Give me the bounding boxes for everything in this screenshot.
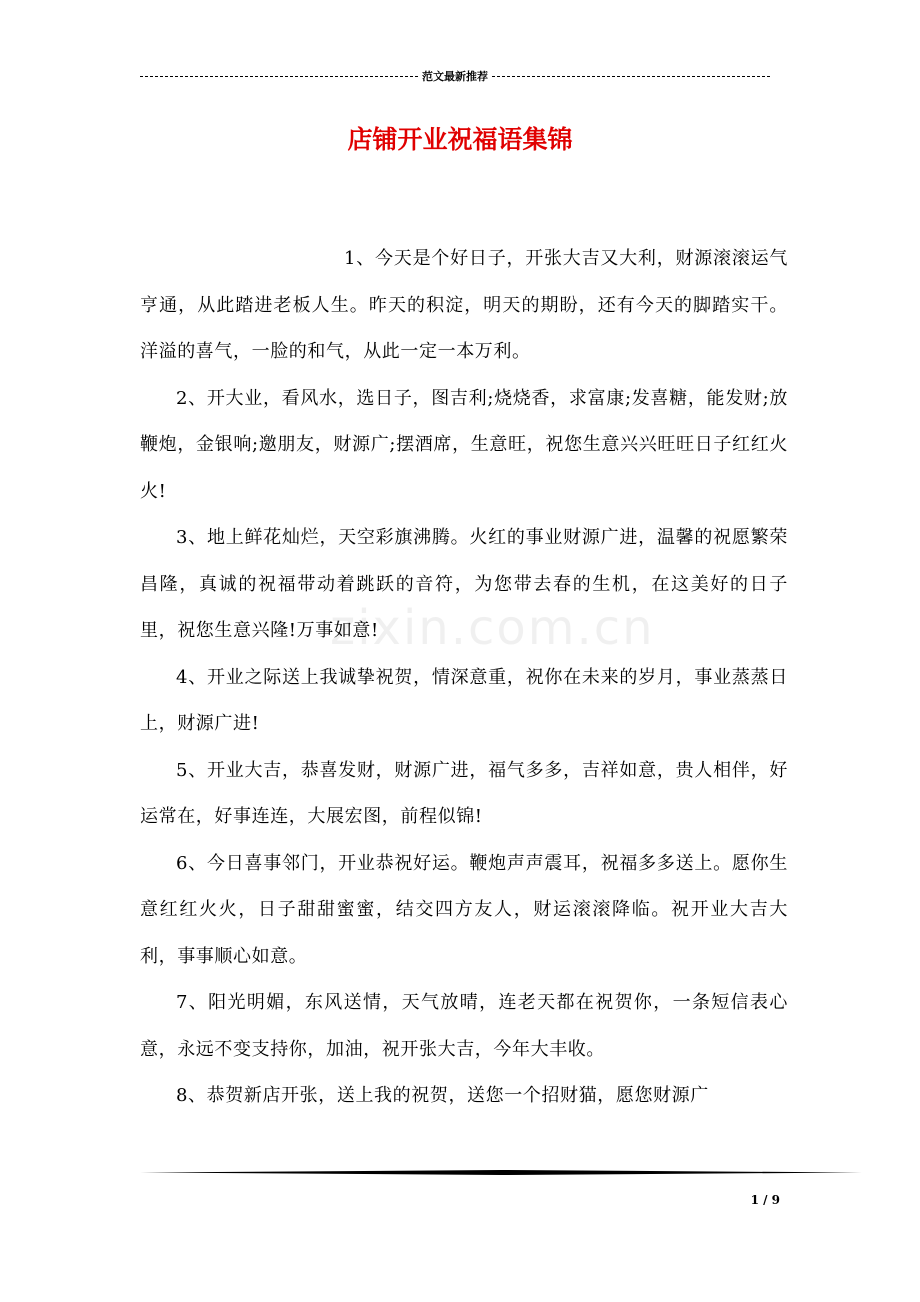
document-title: 店铺开业祝福语集锦 [347, 125, 573, 154]
paragraph-2: 2、开大业，看风水，选日子，图吉利;烧烧香，求富康;发喜糖，能发财;放鞭炮，金银响;邀朋友，财源广;摆酒席，生意旺，祝您生意兴兴旺旺日子红红火火! [140, 387, 788, 502]
paragraph-5: 5、开业大吉，恭喜发财，财源广进，福气多多，吉祥如意，贵人相伴，好运常在，好事连连，大展宏图，前程似锦! [140, 759, 788, 827]
paragraph-3: 3、地上鲜花灿烂，天空彩旗沸腾。火红的事业财源广进，温馨的祝愿繁荣昌隆，真诚的祝福带动着跳跃的音符，为您带去春的生机，在这美好的日子里，祝您生意兴隆!万事如意! [140, 527, 788, 641]
header-dash-right [492, 76, 770, 77]
footer-rule [140, 1170, 862, 1175]
document-body [140, 236, 788, 1120]
paragraph-6: 6、今日喜事邻门，开业恭祝好运。鞭炮声声震耳，祝福多多送上。愿你生意红红火火，日子甜甜蜜蜜，结交四方友人，财运滚滚降临。祝开业大吉大利，事事顺心如意。 [140, 852, 788, 967]
header-label: 范文最新推荐 [422, 70, 488, 83]
page-header [140, 68, 770, 84]
watermark: zixin.com.cn [330, 600, 655, 656]
page-number: 1 / 9 [750, 1193, 780, 1207]
header-dash-left [140, 76, 418, 77]
paragraph-4: 4、开业之际送上我诚挚祝贺，情深意重，祝你在未来的岁月，事业蒸蒸日上，财源广进! [140, 666, 788, 734]
paragraph-8: 8、恭贺新店开张，送上我的祝贺，送您一个招财猫，愿您财源广 [176, 1085, 709, 1106]
paragraph-1: 1、今天是个好日子，开张大吉又大利，财源滚滚运气亨通，从此踏进老板人生。昨天的积淀，明天的期盼，还有今天的脚踏实干。洋溢的喜气，一脸的和气，从此一定一本万利。 [140, 248, 788, 362]
paragraph-7: 7、阳光明媚，东风送情，天气放晴，连老天都在祝贺你，一条短信表心意，永远不变支持你，加油，祝开张大吉，今年大丰收。 [140, 992, 788, 1060]
